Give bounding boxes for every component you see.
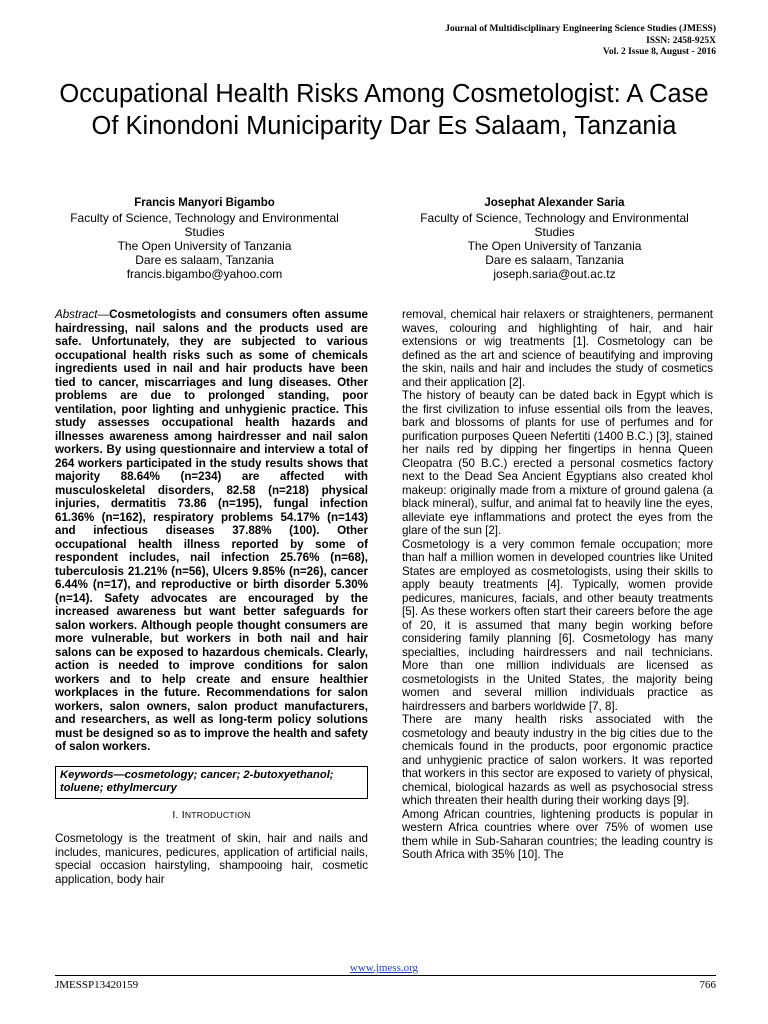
author-location: Dare es salaam, Tanzania <box>135 253 274 267</box>
author-university: The Open University of Tanzania <box>117 239 292 253</box>
left-column <box>55 308 368 886</box>
author-block-1 <box>52 196 357 281</box>
body-paragraph: There are many health risks associated with the cosmetology and beauty industry in the big cities due to the chemicals found in the products, poor ergonomic practice and unhygienic practice of salon workers. It was reported that workers in this sector are exposed to variety of physical, chemical, biological hazards as well as psychosocial stress which threaten their health during their working days [9]. <box>402 713 713 807</box>
author-name: Josephat Alexander Saria <box>484 197 625 209</box>
abstract-text: Cosmetologists and consumers often assume hairdressing, nail salons and the products used are safe. Unfortunately, they are subjected to various occupational health risks such as some of chemicals ingredients used in nail and hair products have been tied to cancer, miscarriages and lung diseases. Other problems are due to prolonged standing, poor ventilation, poor lighting and unhygienic practice. This study assesses occupational health hazards and illnesses awareness among hairdresser and nail salon workers. By using questionnaire and interview a total of 264 workers participated in the study results shows that majority 88.64% (n=234) are affected with musculoskeletal disorders, 82.58 (n=218) physical injuries, dermatitis 73.86 (n=195), fungal infection 61.36% (n=162), respiratory problems 54.17% (n=143) and infectious diseases 37.88% (100). Other occupational health illness reported by some of respondent includes, nail infection 25.76% (n=68), tuberculosis 21.21% (n=56), Ulcers 9.85% (n=26), cancer 6.44% (n=17), and reproductive or birth disorder 5.30% (n=14). Safety advocates are encouraged by the increased awareness but want better safeguards for salon workers. Although people thought consumers are more vulnerable, but workers in both nail and hair salons can be exposed to hazardous chemicals. Clearly, action is needed to improve conditions for salon workers and to help create and ensure healthier workplaces in the future. Recommendations for salon workers, salon owners, salon product manufacturers, and researchers, as well as long-term policy solutions must be designed so as to improve the health and safety of salon workers. <box>55 308 368 753</box>
author-name: Francis Manyori Bigambo <box>134 197 275 209</box>
keywords-box: Keywords—cosmetology; cancer; 2-butoxyethanol; toluene; ethylmercury <box>55 766 368 799</box>
journal-issn: ISSN: 2458-925X <box>646 35 716 46</box>
author-affiliation: Faculty of Science, Technology and Environmental Studies <box>420 211 689 239</box>
body-paragraph: Cosmetology is a very common female occupation; more than half a million women in developed countries like United States are employed as cosmetologists, using their skills to apply beauty treatments [4]. Typically, women provide pedicures, manicures, facials, and other beauty treatments [5]. As these workers often start their careers before the age of 20, it is assumed that many begin working before considering family planning [6]. Cosmetology has many specialties, including hairdressers and nail technicians. More than one million individuals are licensed as cosmetologists in the United States, the majority being women and several million individuals practice as hairdressers and barbers worldwide [7, 8]. <box>402 537 713 713</box>
journal-name: Journal of Multidisciplinary Engineering Science Studies (JMESS) <box>445 24 716 34</box>
author-block-2 <box>402 196 707 281</box>
author-affiliation: Faculty of Science, Technology and Environmental Studies <box>70 211 339 239</box>
page-number: 766 <box>699 979 716 991</box>
body-paragraph: Among African countries, lightening products is popular in western Africa countries where over 75% of women use them while in Sub-Saharan countries; the leading country is South Africa with 35% [10]. The <box>402 807 713 861</box>
right-column <box>402 308 713 862</box>
journal-header <box>445 24 716 59</box>
body-paragraph: The history of beauty can be dated back in Egypt which is the first civilization to infuse essential oils from the leaves, bark and blossoms of plants for use of perfumes and for purification purposes Queen Nefertiti (1400 B.C.) [3], stained her nails red by dipping her fingertips in henna Queen Cleopatra (50 B.C.) erected a personal cosmetics factory next to the Dead Sea Ancient Egyptians also created khol makeup: originally made from a mixture of ground galena (a black mineral), sulfur, and animal fat to heavily line the eyes, alleviate eye inflammations and protect the eyes from the glare of the sun [2]. <box>402 389 713 537</box>
author-email[interactable]: francis.bigambo@yahoo.com <box>126 267 283 281</box>
paper-title: Occupational Health Risks Among Cosmetologist: A Case Of Kinondoni Municiparity Dar Es Salaam, Tanzania <box>59 80 709 140</box>
section-number: I. <box>172 808 182 821</box>
journal-volume: Vol. 2 Issue 8, August - 2016 <box>602 47 716 57</box>
author-university: The Open University of Tanzania <box>467 239 642 253</box>
section-heading <box>55 809 368 823</box>
author-email[interactable]: joseph.saria@out.ac.tz <box>493 267 616 281</box>
body-paragraph: removal, chemical hair relaxers or straighteners, permanent waves, colouring and highlighting of hair, and hair extensions or wig treatments [1]. Cosmetology can be defined as the art and science of beautifying and improving the skin, nails and hair and includes the study of cosmetics and their application [2]. <box>402 308 713 389</box>
section-first-letter: I <box>181 808 185 821</box>
journal-link[interactable]: www.jmess.org <box>349 962 419 974</box>
abstract <box>55 308 368 754</box>
author-location: Dare es salaam, Tanzania <box>485 253 624 267</box>
paper-id: JMESSP13420159 <box>55 979 139 991</box>
section-title-rest: NTRODUCTION <box>184 809 251 820</box>
footer-divider <box>55 975 716 976</box>
intro-paragraph: Cosmetology is the treatment of skin, hair and nails and includes, manicures, pedicures, application of artificial nails, special occasion hairstyling, shampooing hair, cosmetic application, body hair <box>55 832 368 886</box>
abstract-lead: Abstract— <box>55 308 110 321</box>
